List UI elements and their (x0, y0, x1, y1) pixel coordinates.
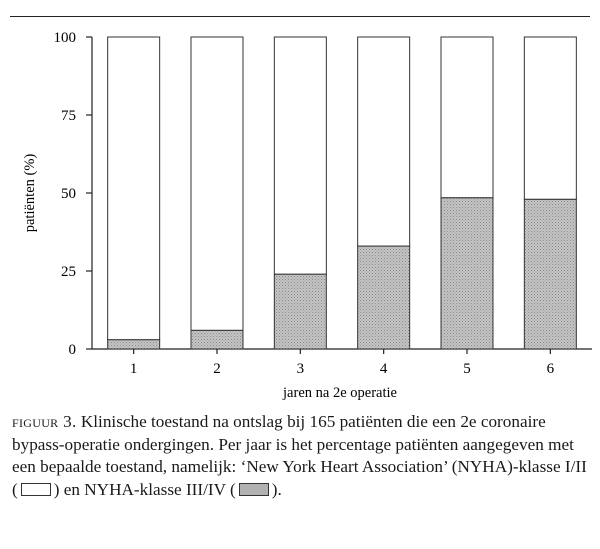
bar-segment-nyha-3-4 (108, 340, 160, 349)
bar-segment-nyha-3-4 (358, 246, 410, 349)
x-tick-label: 1 (129, 361, 138, 377)
bar-segment-nyha-3-4 (274, 274, 326, 349)
y-tick-label: 50 (61, 186, 76, 202)
caption-text-1: Klinische toestand na ontslag bij 165 patiënten die een 2e coronaire bypass-operatie ondergingen. Per jaar is het percentage patiënten aangegeven met een bepaalde toestand, namelijk: ‘New York Heart Association’ (NYHA)-klasse I/II ( (12, 412, 587, 499)
bar-segment-nyha-3-4 (524, 199, 576, 349)
bar-segment-nyha-1-2 (191, 37, 243, 330)
x-tick-label: 5 (463, 361, 471, 377)
bar-segment-nyha-1-2 (274, 37, 326, 274)
legend-swatch-nyha-3-4 (239, 483, 269, 496)
y-tick-label: 0 (68, 342, 76, 358)
legend-swatch-nyha-1-2 (21, 483, 51, 496)
bar-segment-nyha-1-2 (441, 37, 493, 198)
x-tick-label: 2 (213, 361, 221, 377)
bar-segment-nyha-3-4 (191, 330, 243, 349)
bar-segment-nyha-3-4 (441, 198, 493, 349)
y-tick-label: 25 (61, 264, 76, 280)
x-tick-label: 4 (379, 361, 388, 377)
bar-segment-nyha-1-2 (524, 37, 576, 199)
bar-segment-nyha-1-2 (358, 37, 410, 246)
x-axis-label: jaren na 2e operatie (283, 385, 397, 401)
caption-text-3: ). (271, 479, 282, 499)
caption-text-2: ) en NYHA-klasse III/IV ( (53, 479, 236, 499)
y-axis-label: patiënten (%) (22, 153, 38, 233)
caption-figure-label: figuur 3. (12, 412, 77, 431)
bar-segment-nyha-1-2 (108, 37, 160, 340)
y-tick-label: 100 (53, 30, 76, 46)
x-tick-label: 3 (296, 361, 305, 377)
figure-caption (12, 411, 590, 501)
y-tick-label: 75 (61, 108, 76, 124)
x-tick-label: 6 (546, 361, 555, 377)
